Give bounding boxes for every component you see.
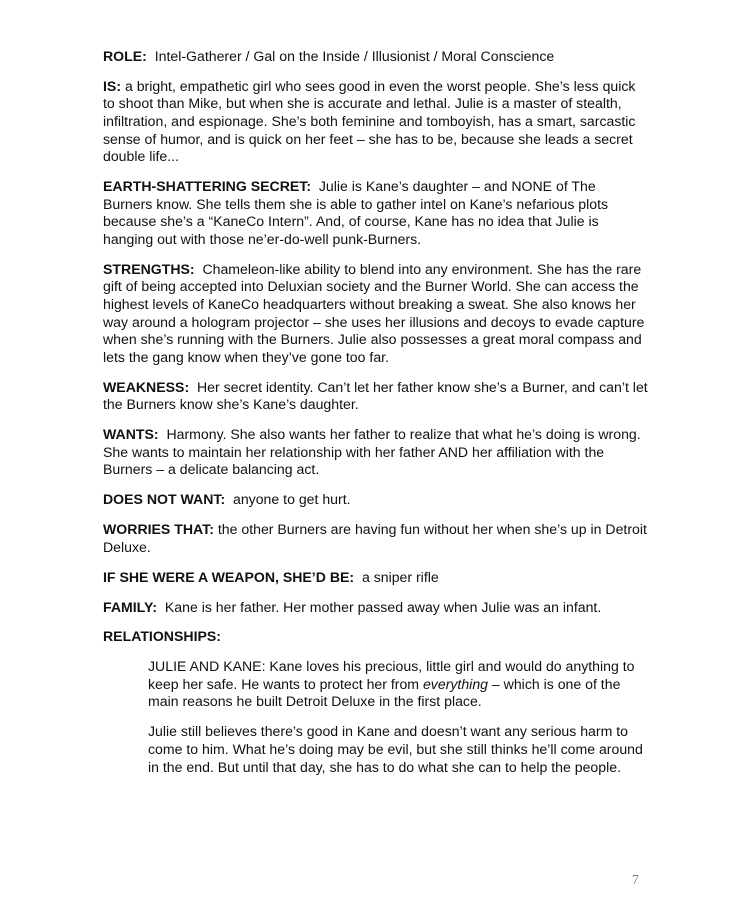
- worries-label: WORRIES THAT:: [103, 521, 214, 538]
- does-not-want-label: DOES NOT WANT:: [103, 491, 226, 508]
- page-number: 7: [632, 872, 639, 887]
- relationships-heading: [103, 628, 648, 646]
- weapon-label: IF SHE WERE A WEAPON, SHE’D BE:: [103, 568, 355, 585]
- weapon-text: a sniper rifle: [361, 568, 439, 585]
- strengths-label: STRENGTHS:: [103, 260, 195, 277]
- secret-paragraph: [103, 178, 648, 248]
- does-not-want-text: anyone to get hurt.: [233, 491, 351, 508]
- julie-and-kane-paragraph: [148, 658, 648, 711]
- julie-believes-text: Julie still believes there’s good in Kane and doesn’t want any serious harm to come to him. What he’s doing may be evil, but she still thinks he’ll come around in the end. But until that day, she has to do what she can to help the people.: [148, 723, 643, 775]
- does-not-want-paragraph: [103, 491, 648, 509]
- family-label: FAMILY:: [103, 598, 158, 615]
- worries-paragraph: [103, 521, 648, 556]
- family-text: Kane is her father. Her mother passed away when Julie was an infant.: [164, 598, 602, 615]
- julie-kane-text-after: – which is one of the main reasons he built Detroit Deluxe in the first place.: [148, 675, 621, 710]
- relationships-label: RELATIONSHIPS:: [103, 628, 221, 645]
- julie-believes-paragraph: [148, 723, 648, 776]
- weakness-label: WEAKNESS:: [103, 378, 190, 395]
- is-paragraph: [103, 78, 648, 166]
- is-label: IS:: [103, 77, 122, 94]
- role-label: ROLE:: [103, 48, 147, 64]
- secret-text: Julie is Kane’s daughter – and NONE of The Burners know. She tells them she is able to gather intel on Kane’s nefarious plots because she’s a “KaneCo Intern”. And, of course, Kane has no idea that Julie is hanging out with those ne’er-do-well punk-Burners.: [103, 178, 609, 247]
- wants-label: WANTS:: [103, 426, 159, 443]
- secret-label: EARTH-SHATTERING SECRET:: [103, 178, 312, 195]
- strengths-text: Chameleon-like ability to blend into any environment. She has the rare gift of being accepted into Deluxian society and the Burner World. She can access the highest levels of KaneCo headquarters without breaking a sweat. She also knows her way around a hologram projector – she uses her illusions and decoys to evade capture when she’s running with the Burners. Julie also possesses a great moral compass and lets the gang know when they’ve gone too far.: [103, 260, 645, 365]
- strengths-paragraph: [103, 261, 648, 367]
- worries-text: the other Burners are having fun without her when she’s up in Detroit Deluxe.: [103, 521, 647, 555]
- wants-text: Harmony. She also wants her father to realize that what he’s doing is wrong. She wants to maintain her relationship with her father AND her affiliation with the Burners – a delicate balancing act.: [103, 426, 641, 478]
- is-text: a bright, empathetic girl who sees good in even the worst people. She’s less quick to shoot than Mike, but when she is accurate and lethal. Julie is a master of stealth, infiltration, and espionage. She’s both feminine and tomboyish, has a smart, sarcastic sense of humor, and is quick on her feet – she has to be, because she leads a secret double life...: [103, 77, 636, 165]
- family-paragraph: [103, 599, 648, 617]
- weakness-text: Her secret identity. Can’t let her father know she’s a Burner, and can’t let the Burners know she’s Kane’s daughter.: [103, 378, 648, 413]
- weapon-paragraph: [103, 569, 648, 587]
- role-text: Intel-Gatherer / Gal on the Inside / Illusionist / Moral Conscience: [154, 48, 555, 64]
- wants-paragraph: [103, 426, 648, 479]
- document-page: [103, 48, 648, 788]
- julie-kane-text-before: JULIE AND KANE: Kane loves his precious, little girl and would do anything to keep her safe. He wants to protect her from: [148, 658, 635, 692]
- weakness-paragraph: [103, 379, 648, 414]
- role-paragraph: [103, 48, 648, 66]
- julie-kane-emphasis: everything: [422, 675, 488, 692]
